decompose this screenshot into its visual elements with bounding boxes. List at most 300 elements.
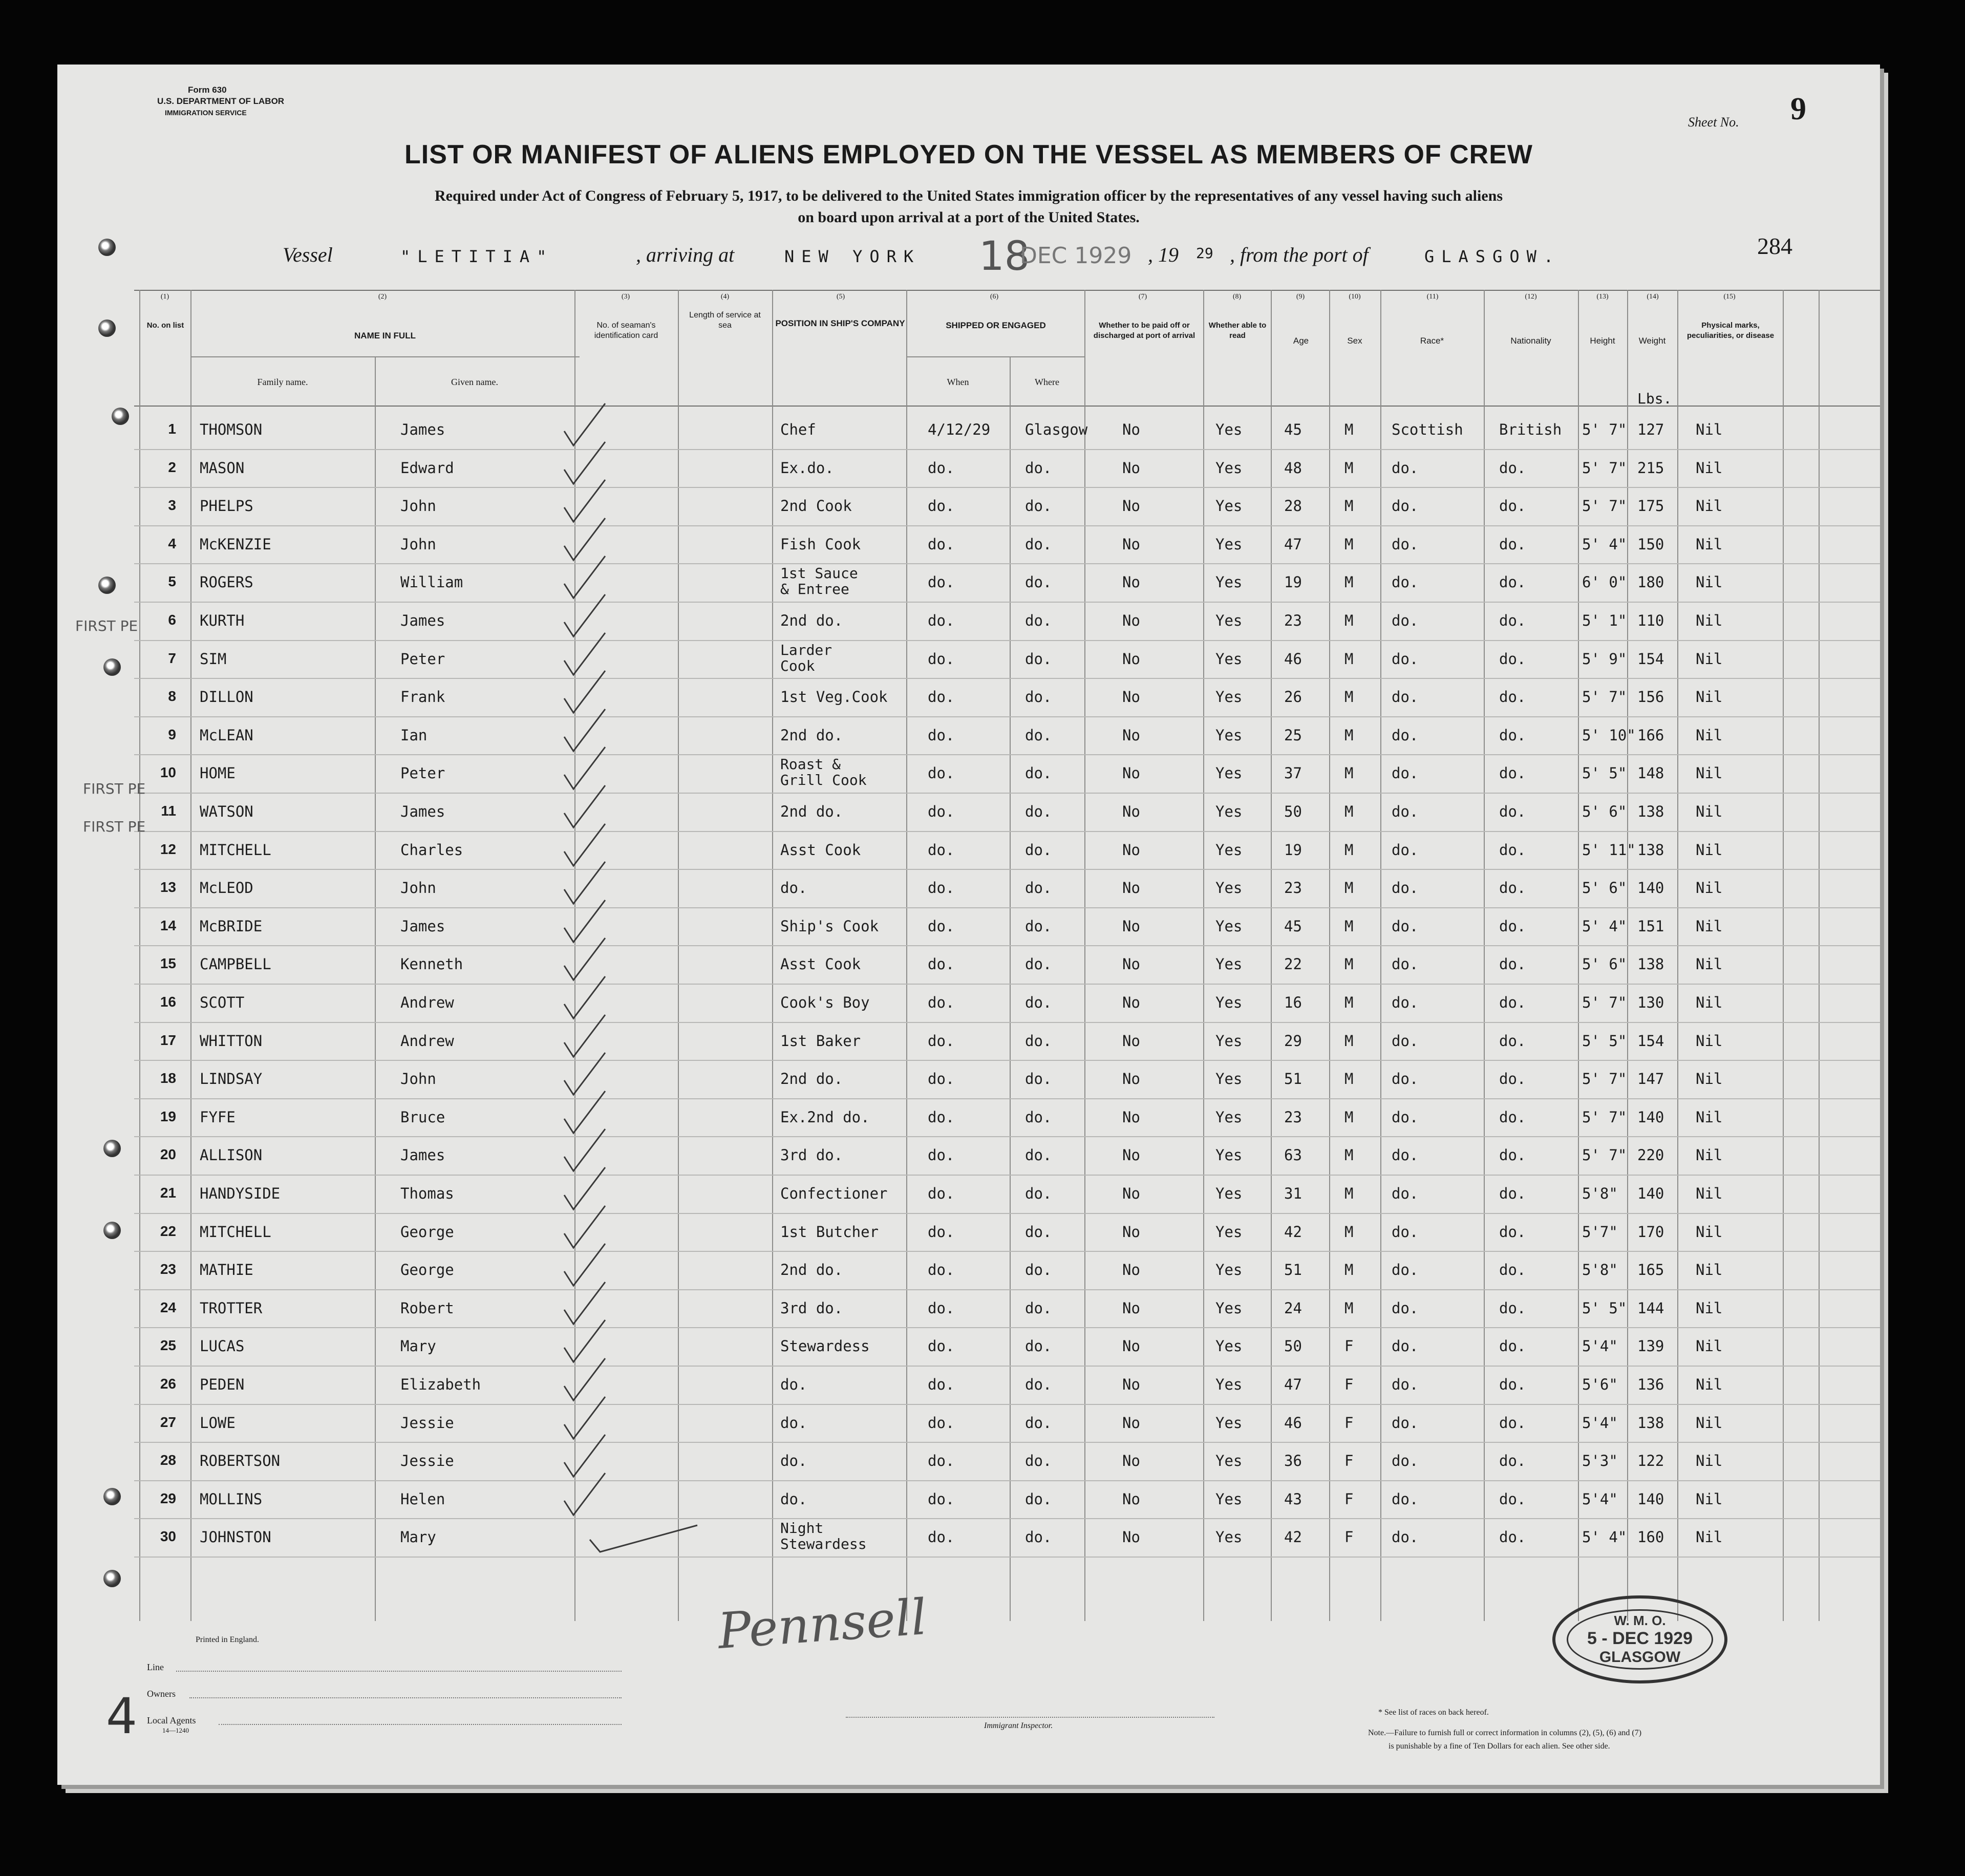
sex: M xyxy=(1344,1185,1354,1202)
given-name: John xyxy=(400,879,436,897)
row-number: 16 xyxy=(160,994,176,1010)
col-number: (15) xyxy=(1723,293,1736,301)
weight: 175 xyxy=(1637,497,1664,515)
weight: 220 xyxy=(1637,1146,1664,1164)
age: 42 xyxy=(1284,1223,1302,1241)
paid-off: No xyxy=(1122,459,1140,477)
physical-marks: Nil xyxy=(1696,459,1723,477)
able-to-read: Yes xyxy=(1215,573,1243,591)
sex: M xyxy=(1344,497,1354,515)
shipped-when: do. xyxy=(928,1414,955,1432)
footer-line: Line xyxy=(147,1662,164,1672)
height: 5' 9" xyxy=(1582,650,1627,668)
shipped-where: do. xyxy=(1025,1261,1052,1279)
note-star: * See list of races on back hereof. xyxy=(1378,1708,1489,1717)
nationality: do. xyxy=(1499,1070,1526,1088)
table-row xyxy=(57,603,1880,641)
given-name: Robert xyxy=(400,1299,454,1317)
shipped-when: do. xyxy=(928,994,955,1011)
height: 5' 7" xyxy=(1582,688,1627,706)
given-name: Peter xyxy=(400,650,445,668)
table-row xyxy=(57,1367,1880,1404)
paid-off: No xyxy=(1122,764,1140,782)
race: do. xyxy=(1392,573,1419,591)
family-name: PEDEN xyxy=(200,1376,245,1393)
height: 5' 7" xyxy=(1582,459,1627,477)
header-family-name: Family name. xyxy=(257,377,308,387)
weight: 154 xyxy=(1637,1032,1664,1050)
footer-owners: Owners xyxy=(147,1689,176,1699)
nationality: do. xyxy=(1499,1337,1526,1355)
able-to-read: Yes xyxy=(1215,1490,1243,1508)
stamp-bottom: GLASGOW xyxy=(1599,1649,1681,1666)
age: 51 xyxy=(1284,1261,1302,1279)
shipped-when: do. xyxy=(928,1032,955,1050)
weight: 110 xyxy=(1637,612,1664,629)
col-number: (14) xyxy=(1647,293,1659,301)
row-number: 30 xyxy=(160,1528,176,1545)
paid-off: No xyxy=(1122,1414,1140,1432)
shipped-where: Glasgow xyxy=(1025,421,1088,438)
height: 5' 7" xyxy=(1582,497,1627,515)
col-number: (5) xyxy=(836,293,845,301)
shipped-when: do. xyxy=(928,764,955,782)
table-row xyxy=(57,679,1880,717)
sex: M xyxy=(1344,421,1354,438)
row-number: 2 xyxy=(168,459,176,475)
shipped-when: do. xyxy=(928,1299,955,1317)
weight: 160 xyxy=(1637,1528,1664,1546)
height: 5' 5" xyxy=(1582,1299,1627,1317)
position: Stewardess xyxy=(780,1337,870,1355)
weight: 140 xyxy=(1637,1108,1664,1126)
age: 28 xyxy=(1284,497,1302,515)
sex: M xyxy=(1344,1032,1354,1050)
shipped-where: do. xyxy=(1025,1337,1052,1355)
row-number: 9 xyxy=(168,726,176,742)
check-mark-icon xyxy=(549,1508,672,1557)
able-to-read: Yes xyxy=(1215,1299,1243,1317)
immigrant-inspector: Immigrant Inspector. xyxy=(984,1721,1053,1730)
able-to-read: Yes xyxy=(1215,535,1243,553)
given-name: Mary xyxy=(400,1528,436,1546)
position: 1st Baker xyxy=(780,1032,861,1050)
shipped-when: do. xyxy=(928,1337,955,1355)
row-number: 26 xyxy=(160,1376,176,1392)
shipped-when: do. xyxy=(928,1528,955,1546)
inspector-rule xyxy=(846,1716,1214,1718)
sheet-number: 9 xyxy=(1790,92,1806,126)
page-reference: 284 xyxy=(1757,233,1792,259)
age: 46 xyxy=(1284,1414,1302,1432)
race: do. xyxy=(1392,879,1419,897)
given-name: James xyxy=(400,1146,445,1164)
age: 29 xyxy=(1284,1032,1302,1050)
paid-off: No xyxy=(1122,1146,1140,1164)
margin-note-row-11: FIRST PE xyxy=(83,818,146,835)
shipped-when: do. xyxy=(928,573,955,591)
col-number: (3) xyxy=(621,293,630,301)
given-name: George xyxy=(400,1223,454,1241)
family-name: FYFE xyxy=(200,1108,236,1126)
age: 63 xyxy=(1284,1146,1302,1164)
race: do. xyxy=(1392,764,1419,782)
able-to-read: Yes xyxy=(1215,1223,1243,1241)
position: do. xyxy=(780,1490,807,1508)
header-position: POSITION IN SHIP'S COMPANY xyxy=(775,318,905,328)
manifest-sheet xyxy=(57,65,1880,1785)
sex: M xyxy=(1344,650,1354,668)
family-name: ALLISON xyxy=(200,1146,263,1164)
physical-marks: Nil xyxy=(1696,1108,1723,1126)
date-stamp: DEC 1929 xyxy=(1020,243,1132,269)
given-name: James xyxy=(400,421,445,438)
able-to-read: Yes xyxy=(1215,803,1243,820)
height: 5' 1" xyxy=(1582,612,1627,629)
weight: 156 xyxy=(1637,688,1664,706)
nationality: do. xyxy=(1499,803,1526,820)
position: Roast & Grill Cook xyxy=(780,756,867,789)
weight: 150 xyxy=(1637,535,1664,553)
age: 24 xyxy=(1284,1299,1302,1317)
arriving-label: , arriving at xyxy=(636,243,735,266)
family-name: KURTH xyxy=(200,612,245,629)
row-number: 18 xyxy=(160,1070,176,1086)
age: 25 xyxy=(1284,726,1302,744)
row-number: 14 xyxy=(160,917,176,933)
shipped-when: do. xyxy=(928,1223,955,1241)
nationality: do. xyxy=(1499,879,1526,897)
crew-table xyxy=(57,290,1880,1641)
physical-marks: Nil xyxy=(1696,688,1723,706)
row-number: 13 xyxy=(160,879,176,896)
row-number: 4 xyxy=(168,535,176,551)
shipped-when: do. xyxy=(928,1452,955,1470)
position: Ex.2nd do. xyxy=(780,1108,870,1126)
height: 6' 0" xyxy=(1582,573,1627,591)
nationality: do. xyxy=(1499,459,1526,477)
row-number: 3 xyxy=(168,497,176,514)
age: 45 xyxy=(1284,421,1302,438)
given-name: Bruce xyxy=(400,1108,445,1126)
row-number: 27 xyxy=(160,1414,176,1430)
paid-off: No xyxy=(1122,994,1140,1011)
race: do. xyxy=(1392,994,1419,1011)
height: 5'8" xyxy=(1582,1185,1618,1202)
given-name: Kenneth xyxy=(400,955,463,973)
paid-off: No xyxy=(1122,955,1140,973)
able-to-read: Yes xyxy=(1215,459,1243,477)
nationality: do. xyxy=(1499,955,1526,973)
note-line-2: is punishable by a fine of Ten Dollars for each alien. See other side. xyxy=(1389,1742,1610,1751)
paid-off: No xyxy=(1122,1452,1140,1470)
age: 23 xyxy=(1284,1108,1302,1126)
position: 1st Sauce & Entree xyxy=(780,565,858,598)
position: do. xyxy=(780,1414,807,1432)
given-name: James xyxy=(400,612,445,629)
shipped-when: do. xyxy=(928,612,955,629)
height: 5'6" xyxy=(1582,1376,1618,1393)
height: 5' 4" xyxy=(1582,1528,1627,1546)
height: 5' 7" xyxy=(1582,1146,1627,1164)
paid-off: No xyxy=(1122,1070,1140,1088)
weight: 151 xyxy=(1637,917,1664,935)
given-name: Edward xyxy=(400,459,454,477)
header-name-in-full: NAME IN FULL xyxy=(354,331,416,340)
race: do. xyxy=(1392,1337,1419,1355)
position: Asst Cook xyxy=(780,841,861,859)
shipped-when: do. xyxy=(928,1108,955,1126)
shipped-when: do. xyxy=(928,497,955,515)
sex: M xyxy=(1344,1223,1354,1241)
age: 36 xyxy=(1284,1452,1302,1470)
manifest-subtitle-2: on board upon arrival at a port of the United States. xyxy=(798,209,1140,226)
header-nationality: Nationality xyxy=(1510,336,1551,346)
header-paid-off: Whether to be paid off or discharged at port of arrival xyxy=(1093,321,1195,340)
shipped-where: do. xyxy=(1025,1070,1052,1088)
height: 5'4" xyxy=(1582,1337,1618,1355)
nationality: do. xyxy=(1499,841,1526,859)
physical-marks: Nil xyxy=(1696,1032,1723,1050)
race: do. xyxy=(1392,726,1419,744)
position: Night Stewardess xyxy=(780,1520,867,1553)
table-row xyxy=(57,717,1880,755)
family-name: MITCHELL xyxy=(200,841,271,859)
shipped-when: do. xyxy=(928,726,955,744)
rule xyxy=(190,356,580,357)
paid-off: No xyxy=(1122,1376,1140,1393)
row-number: 29 xyxy=(160,1490,176,1506)
weight: 180 xyxy=(1637,573,1664,591)
race: do. xyxy=(1392,1223,1419,1241)
physical-marks: Nil xyxy=(1696,573,1723,591)
race: do. xyxy=(1392,1376,1419,1393)
paid-off: No xyxy=(1122,1108,1140,1126)
row-number: 20 xyxy=(160,1146,176,1163)
family-name: HOME xyxy=(200,764,236,782)
nationality: do. xyxy=(1499,497,1526,515)
given-name: Helen xyxy=(400,1490,445,1508)
header-no-on-list: No. on list xyxy=(146,321,184,330)
nationality: do. xyxy=(1499,1414,1526,1432)
family-name: MOLLINS xyxy=(200,1490,263,1508)
table-row xyxy=(57,1252,1880,1290)
header-sex: Sex xyxy=(1347,336,1362,346)
paid-off: No xyxy=(1122,1185,1140,1202)
height: 5' 4" xyxy=(1582,917,1627,935)
able-to-read: Yes xyxy=(1215,726,1243,744)
position: 2nd do. xyxy=(780,612,843,629)
from-port: GLASGOW. xyxy=(1424,247,1561,266)
table-row xyxy=(57,488,1880,526)
weight: 138 xyxy=(1637,1414,1664,1432)
race: Scottish xyxy=(1392,421,1463,438)
age: 47 xyxy=(1284,535,1302,553)
family-name: LINDSAY xyxy=(200,1070,263,1088)
paid-off: No xyxy=(1122,650,1140,668)
row-number: 6 xyxy=(168,612,176,628)
header-given-name: Given name. xyxy=(451,377,498,387)
manifest-title: LIST OR MANIFEST OF ALIENS EMPLOYED ON THE VESSEL AS MEMBERS OF CREW xyxy=(404,140,1533,169)
year-value: 29 xyxy=(1196,245,1213,262)
age: 37 xyxy=(1284,764,1302,782)
age: 48 xyxy=(1284,459,1302,477)
sex: M xyxy=(1344,879,1354,897)
sex: M xyxy=(1344,573,1354,591)
race: do. xyxy=(1392,1185,1419,1202)
glasgow-stamp xyxy=(1552,1595,1727,1683)
table-row xyxy=(57,755,1880,793)
nationality: do. xyxy=(1499,1452,1526,1470)
row-number: 21 xyxy=(160,1185,176,1201)
sex: M xyxy=(1344,612,1354,629)
given-name: Andrew xyxy=(400,1032,454,1050)
col-number: (8) xyxy=(1232,293,1242,301)
age: 19 xyxy=(1284,841,1302,859)
weight: 140 xyxy=(1637,879,1664,897)
given-name: Mary xyxy=(400,1337,436,1355)
position: 2nd do. xyxy=(780,1070,843,1088)
age: 50 xyxy=(1284,1337,1302,1355)
note-line-1: Note.—Failure to furnish full or correct information in columns (2), (5), (6) and (7) xyxy=(1368,1729,1642,1737)
position: do. xyxy=(780,879,807,897)
family-name: McLEOD xyxy=(200,879,253,897)
col-number: (2) xyxy=(378,293,387,301)
row-number: 5 xyxy=(168,573,176,590)
shipped-when: do. xyxy=(928,1146,955,1164)
race: do. xyxy=(1392,917,1419,935)
age: 51 xyxy=(1284,1070,1302,1088)
nationality: do. xyxy=(1499,1376,1526,1393)
physical-marks: Nil xyxy=(1696,917,1723,935)
physical-marks: Nil xyxy=(1696,421,1723,438)
able-to-read: Yes xyxy=(1215,1414,1243,1432)
height: 5' 11" xyxy=(1582,841,1636,859)
position: 1st Veg.Cook xyxy=(780,688,888,706)
table-row xyxy=(57,985,1880,1022)
header-weight: Weight xyxy=(1638,336,1666,346)
row-number: 12 xyxy=(160,841,176,857)
physical-marks: Nil xyxy=(1696,1490,1723,1508)
family-name: WATSON xyxy=(200,803,253,820)
able-to-read: Yes xyxy=(1215,1108,1243,1126)
shipped-where: do. xyxy=(1025,1223,1052,1241)
shipped-where: do. xyxy=(1025,764,1052,782)
shipped-where: do. xyxy=(1025,497,1052,515)
family-name: SIM xyxy=(200,650,227,668)
able-to-read: Yes xyxy=(1215,1185,1243,1202)
shipped-where: do. xyxy=(1025,1490,1052,1508)
able-to-read: Yes xyxy=(1215,1261,1243,1279)
position: 2nd Cook xyxy=(780,497,852,515)
position: Cook's Boy xyxy=(780,994,870,1011)
weight: 154 xyxy=(1637,650,1664,668)
physical-marks: Nil xyxy=(1696,612,1723,629)
height: 5' 10" xyxy=(1582,726,1636,744)
table-row xyxy=(57,1405,1880,1443)
age: 16 xyxy=(1284,994,1302,1011)
table-row xyxy=(57,641,1880,679)
shipped-when: do. xyxy=(928,1070,955,1088)
shipped-when: do. xyxy=(928,879,955,897)
given-name: Thomas xyxy=(400,1185,454,1202)
shipped-when: do. xyxy=(928,650,955,668)
weight: 138 xyxy=(1637,803,1664,820)
physical-marks: Nil xyxy=(1696,803,1723,820)
shipped-where: do. xyxy=(1025,803,1052,820)
row-number: 15 xyxy=(160,955,176,972)
given-name: Charles xyxy=(400,841,463,859)
position: Chef xyxy=(780,421,816,438)
physical-marks: Nil xyxy=(1696,955,1723,973)
family-name: MASON xyxy=(200,459,245,477)
physical-marks: Nil xyxy=(1696,650,1723,668)
header-shipped-engaged: SHIPPED OR ENGAGED xyxy=(946,321,1046,330)
able-to-read: Yes xyxy=(1215,612,1243,629)
header-physical-marks: Physical marks, peculiarities, or disease xyxy=(1686,321,1775,340)
able-to-read: Yes xyxy=(1215,879,1243,897)
inspector-signature: Pennsell xyxy=(716,1588,929,1660)
footer-agents-rule xyxy=(219,1723,622,1725)
position: do. xyxy=(780,1452,807,1470)
given-name: James xyxy=(400,917,445,935)
table-row xyxy=(57,1023,1880,1061)
col-number: (6) xyxy=(990,293,999,301)
shipped-where: do. xyxy=(1025,612,1052,629)
paid-off: No xyxy=(1122,421,1140,438)
row-number: 19 xyxy=(160,1108,176,1124)
given-name: John xyxy=(400,535,436,553)
weight: 130 xyxy=(1637,994,1664,1011)
height: 5'8" xyxy=(1582,1261,1618,1279)
nationality: do. xyxy=(1499,917,1526,935)
table-row xyxy=(57,1443,1880,1481)
sex: F xyxy=(1344,1452,1354,1470)
race: do. xyxy=(1392,803,1419,820)
sex: M xyxy=(1344,1299,1354,1317)
height: 5' 4" xyxy=(1582,535,1627,553)
able-to-read: Yes xyxy=(1215,1528,1243,1546)
able-to-read: Yes xyxy=(1215,1376,1243,1393)
paid-off: No xyxy=(1122,612,1140,629)
family-name: JOHNSTON xyxy=(200,1528,271,1546)
sex: M xyxy=(1344,726,1354,744)
family-name: LOWE xyxy=(200,1414,236,1432)
row-rule xyxy=(134,1557,1880,1558)
nationality: do. xyxy=(1499,1223,1526,1241)
paid-off: No xyxy=(1122,1032,1140,1050)
table-row xyxy=(57,946,1880,984)
shipped-where: do. xyxy=(1025,879,1052,897)
physical-marks: Nil xyxy=(1696,1070,1723,1088)
shipped-where: do. xyxy=(1025,1414,1052,1432)
table-row xyxy=(57,870,1880,908)
height: 5'4" xyxy=(1582,1414,1618,1432)
nationality: do. xyxy=(1499,612,1526,629)
race: do. xyxy=(1392,1146,1419,1164)
able-to-read: Yes xyxy=(1215,1146,1243,1164)
stamp-top: W. M. O. xyxy=(1614,1613,1666,1628)
nationality: do. xyxy=(1499,1108,1526,1126)
physical-marks: Nil xyxy=(1696,1414,1723,1432)
shipped-when: do. xyxy=(928,688,955,706)
able-to-read: Yes xyxy=(1215,497,1243,515)
col-number: (9) xyxy=(1296,293,1305,301)
paid-off: No xyxy=(1122,726,1140,744)
position: Ex.do. xyxy=(780,459,834,477)
shipped-where: do. xyxy=(1025,459,1052,477)
sex: M xyxy=(1344,1070,1354,1088)
